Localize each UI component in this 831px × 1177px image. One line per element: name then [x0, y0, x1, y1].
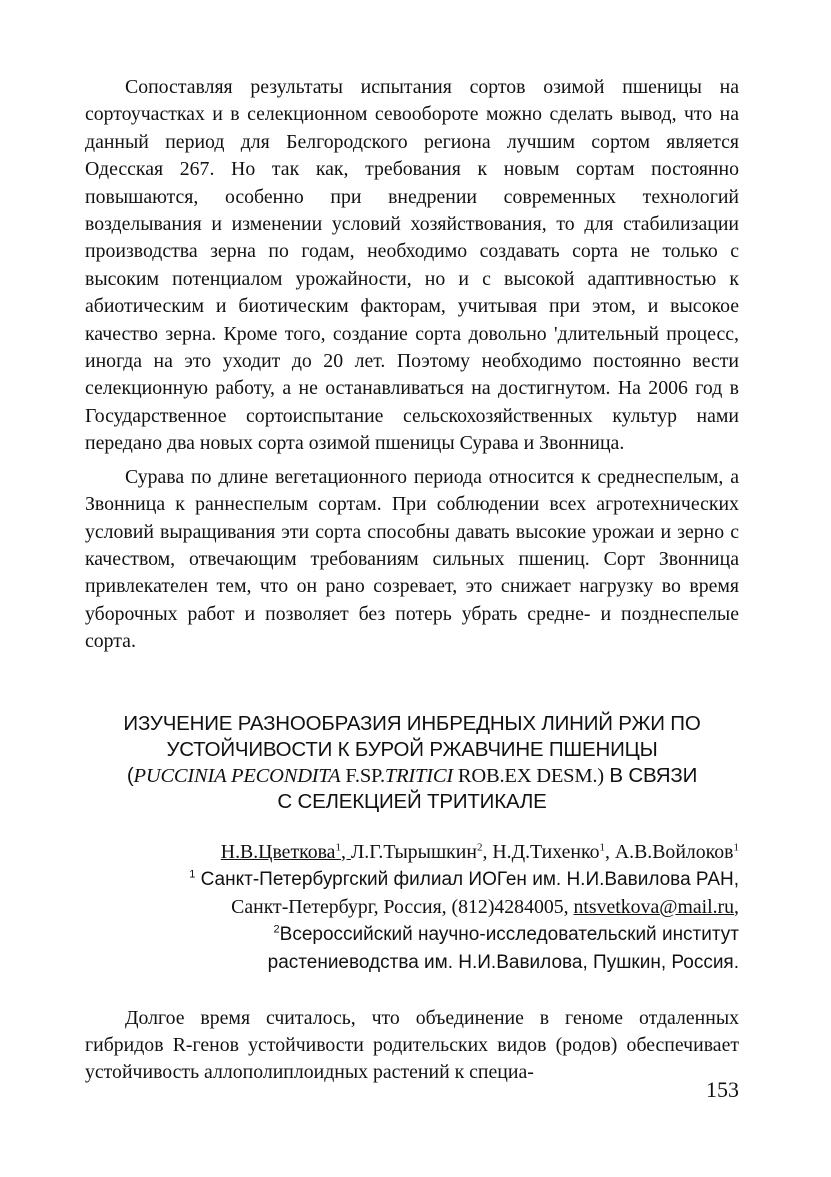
- body-paragraph-1: Сопоставляя результаты испытания сортов озимой пшеницы на сортоучастках и в селекционном севообороте можно сделать вывод, что на данный период для Белгородского региона лучшим сортом является Одесская 267. Но так как, требования к новым сортам постоянно повышаются, особенно при внедрении современных технологий возделывания и изменении условий хозяйствования, то для стабилизации производства зерна по годам, необходимо создавать сорта не только с высоким потенциалом урожайности, но и с высокой адаптивностью к абиотическим и биотическим факторам, учитывая при этом, и высокое качество зерна. Кроме того, создание сорта довольно 'длительный процесс, иногда на это уходит до 20 лет. Поэтому необходимо постоянно вести селекционную работу, а не останавливаться на достигнутом. На 2006 год в Государственное сортоиспытание сельскохозяйственных культур нами передано два новых сорта озимой пшеницы Сурава и Звонница.: [85, 76, 739, 455]
- page-content: [85, 74, 739, 1087]
- title-line-2: УСТОЙЧИВОСТИ К БУРОЙ РЖАВЧИНЕ ПШЕНИЦЫ: [166, 737, 658, 761]
- title-species: PUCCINIA PECONDITA: [133, 764, 341, 787]
- article-title: [85, 711, 739, 815]
- author-4: А.В.Войлоков$^1$: [614, 840, 739, 863]
- title-open-paren: (: [126, 763, 134, 787]
- body-paragraph-2: Сурава по длине вегетационного периода относится к среднеспелым, а Звонница к раннеспелым сортам. При соблюдении всех агротехнических условий выращивания эти сорта способны давать высокие урожаи и зерно с качеством, отвечающим требованиям сильных пшениц. Сорт Звонница привлекателен тем, что он рано созревает, это снижает нагрузку во время уборочных работ и позволяет без потерь убрать средне- и позднеспелые сорта.: [85, 465, 739, 653]
- title-line-1: ИЗУЧЕНИЕ РАЗНООБРАЗИЯ ИНБРЕДНЫХ ЛИНИЙ РЖИ ПО: [123, 711, 701, 735]
- affiliation-2-line-2: растениеводства им. Н.И.Вавилова, Пушкин, Россия.: [267, 951, 739, 973]
- affiliation-1-line-2: Санкт-Петербург, Россия, (812)4284005, ntsvetkova@mail.ru,: [231, 895, 739, 918]
- author-3: Н.Д.Тихенко$^1$,: [492, 840, 615, 863]
- body-paragraph-3: Долгое время считалось, что объединение в геноме отдаленных гибридов R-генов устойчивости родительских видов (родов) обеспечивает устойчивость аллополиплоидных растений к специа-: [85, 1006, 739, 1084]
- author-2: Л.Г.Тырышкин$^2$,: [350, 840, 493, 863]
- page-number: 153: [706, 1077, 739, 1102]
- title-fsp: F.SP.: [340, 764, 385, 787]
- affiliation-1-line-1: $^1$ Санкт-Петербургский филиал ИОГен им. Н.И.Вавилова РАН,: [189, 868, 739, 891]
- title-authority: ROB.EX DESM.): [452, 764, 604, 787]
- author-1: Н.В.Цветкова$^1$,: [220, 840, 351, 863]
- title-line-3-tail: В СВЯЗИ: [603, 763, 698, 787]
- title-line-3: [85, 763, 739, 789]
- title-tritici: TRITICI: [384, 764, 453, 787]
- email-link[interactable]: ntsvetkova@mail.ru: [573, 895, 735, 918]
- title-line-4: С СЕЛЕКЦИЕЙ ТРИТИКАЛЕ: [277, 789, 547, 813]
- authors-line: [85, 839, 739, 867]
- affiliation-2-line-1: $^2$Всероссийский научно-исследовательский институт: [273, 923, 739, 946]
- authors-affiliations: [85, 839, 739, 977]
